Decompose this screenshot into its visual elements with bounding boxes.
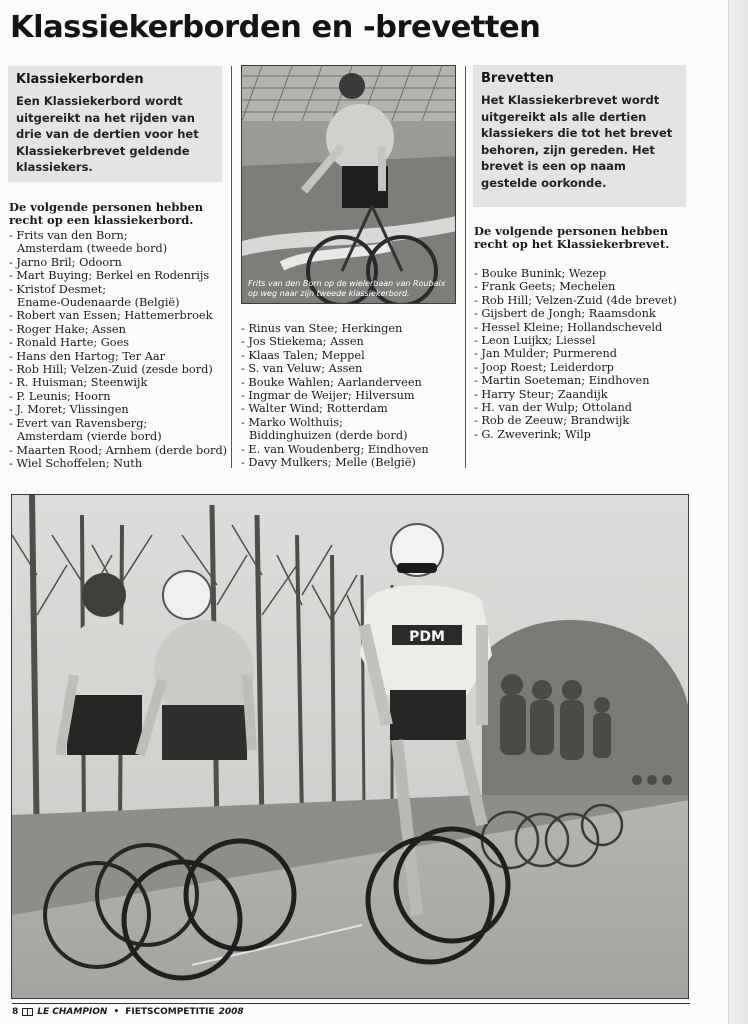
list-item: - Marko Wolthuis; xyxy=(241,415,343,429)
list-item: - Ingmar de Weijer; Hilversum xyxy=(241,389,415,403)
book-icon xyxy=(22,1008,33,1016)
peloton-photo-image xyxy=(12,495,689,999)
page-number: 8 xyxy=(12,1007,19,1017)
velodrome-photo-image xyxy=(242,66,456,304)
velodrome-photo xyxy=(241,65,456,304)
list-item: - Rinus van Stee; Herkingen xyxy=(241,322,403,335)
list-item: Ename-Oudenaarde (België) xyxy=(17,296,180,310)
list-item: - Jan Mulder; Purmerend xyxy=(474,347,617,361)
list-item: - Kristof Desmet; xyxy=(9,282,107,296)
list-item: - H. van der Wulp; Ottoland xyxy=(474,401,633,415)
list-item: - Maarten Rood; Arnhem (derde bord) xyxy=(9,443,228,457)
brevetten-text: Het Klassiekerbrevet wordt uitgereikt als alle dertien klassiekers die tot het brevet behoren, zijn gereden. Het brevet is een op naam gestelde oorkonde. xyxy=(481,93,673,190)
borden-list-1 xyxy=(9,229,227,470)
page-footer xyxy=(12,1003,690,1017)
list-item: - E. van Woudenberg; Eindhoven xyxy=(241,442,429,456)
klassiekerborden-box xyxy=(8,66,222,182)
klassiekerborden-title: Klassiekerborden xyxy=(16,72,144,87)
list-item: - Rob Hill; Velzen-Zuid (4de brevet) xyxy=(474,293,677,307)
page-edge xyxy=(728,0,748,1024)
brevetten-box xyxy=(473,65,686,207)
list-item: - Hans den Hartog; Ter Aar xyxy=(9,349,166,363)
list-item: - P. Leunis; Hoorn xyxy=(9,389,111,403)
column-divider xyxy=(465,66,466,468)
section-name: FIETSCOMPETITIE xyxy=(125,1007,215,1017)
list-item: - Hessel Kleine; Hollandscheveld xyxy=(474,320,663,334)
list-item: - Rob Hill; Velzen-Zuid (zesde bord) xyxy=(9,363,213,377)
list-item: - Joop Roest; Leiderdorp xyxy=(474,360,614,374)
list-item: - Jos Stiekema; Assen xyxy=(241,335,364,349)
list-item: - Klaas Talen; Meppel xyxy=(241,348,365,362)
list-item: - Rob de Zeeuw; Brandwijk xyxy=(474,414,630,428)
list-item: - Ronald Harte; Goes xyxy=(9,336,130,350)
brevet-intro: De volgende personen hebben recht op het Klassiekerbrevet. xyxy=(474,224,670,252)
list-item: - R. Huisman; Steenwijk xyxy=(9,376,148,390)
list-item: Amsterdam (vierde bord) xyxy=(17,430,162,444)
list-item: - J. Moret; Vlissingen xyxy=(9,403,129,417)
list-item: Amsterdam (tweede bord) xyxy=(17,242,168,256)
list-item: - Leon Luijkx; Liessel xyxy=(474,334,596,348)
list-item: - Martin Soeteman; Eindhoven xyxy=(474,374,650,388)
borden-list-2 xyxy=(241,322,429,469)
list-item: - Robert van Essen; Hattemerbroek xyxy=(9,309,213,323)
jersey-text: PDM xyxy=(409,629,445,645)
list-item: - Bouke Wahlen; Aarlanderveen xyxy=(241,375,422,389)
klassiekerborden-text: Een Klassiekerbord wordt uitgereikt na het rijden van drie van de dertien voor het Klassiekerbrevet geldende klassiekers. xyxy=(16,94,199,175)
list-item: - G. Zweverink; Wilp xyxy=(474,427,591,441)
list-item: - Jarno Bril; Odoorn xyxy=(9,255,122,269)
photo-caption: Frits van den Born op de wielerbaan van Roubaix op weg naar zijn tweede klassiekerbord. xyxy=(248,279,446,298)
list-item: - Evert van Ravensberg; xyxy=(9,416,148,430)
issue-year: 2008 xyxy=(218,1007,244,1017)
magazine-name: LE CHAMPION xyxy=(37,1007,108,1017)
brevetten-title: Brevetten xyxy=(481,71,554,86)
list-item: - Bouke Bunink; Wezep xyxy=(474,267,607,280)
list-item: - Frits van den Born; xyxy=(9,229,128,242)
footer-separator: • xyxy=(113,1007,120,1017)
brevet-list xyxy=(474,267,677,441)
list-item: - Wiel Schoffelen; Nuth xyxy=(9,456,143,470)
list-item: Biddinghuizen (derde bord) xyxy=(249,429,408,443)
list-item: - Frank Geets; Mechelen xyxy=(474,280,616,294)
list-item: - Walter Wind; Rotterdam xyxy=(241,402,388,416)
list-item: - Harry Steur; Zaandijk xyxy=(474,387,608,401)
page-title: Klassiekerborden en -brevetten xyxy=(10,10,541,45)
list-item: - S. van Veluw; Assen xyxy=(241,362,363,376)
list-item: - Davy Mulkers; Melle (België) xyxy=(241,456,416,470)
peloton-photo xyxy=(11,494,689,999)
list-item: - Mart Buying; Berkel en Rodenrijs xyxy=(9,269,210,283)
borden-intro: De volgende personen hebben recht op een klassiekerbord. xyxy=(9,200,204,228)
list-item: - Gijsbert de Jongh; Raamsdonk xyxy=(474,307,656,321)
column-divider xyxy=(231,66,232,468)
list-item: - Roger Hake; Assen xyxy=(9,322,126,336)
